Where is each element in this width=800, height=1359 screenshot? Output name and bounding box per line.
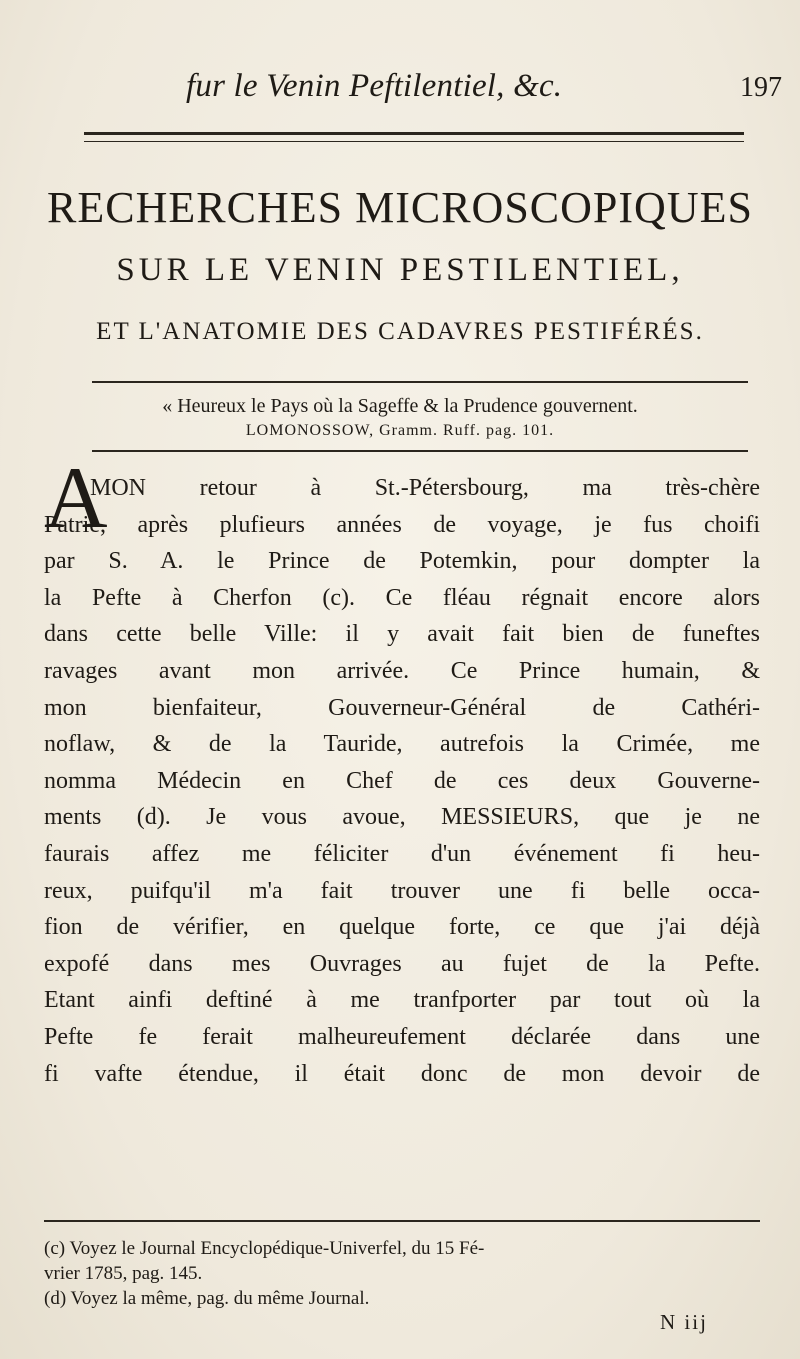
footnote-line: vrier 1785, pag. 145. [44, 1263, 203, 1284]
footnote-line: (c) Voyez le Journal Encyclopédique-Univerfel, du 15 Fé- [44, 1238, 485, 1259]
epigraph-rule-bottom [92, 450, 748, 452]
body-line: faurais affez me féliciter d'un événement fi heu- [44, 840, 760, 867]
body-line: ravages avant mon arrivée. Ce Prince humain, & [44, 657, 760, 684]
body-line: mon bienfaiteur, Gouverneur-Général de Cathéri- [44, 694, 760, 721]
epigraph-quote: « Heureux le Pays où la Sageffe & la Prudence gouvernent. [162, 395, 638, 417]
body-line: fion de vérifier, en quelque forte, ce que j'ai déjà [44, 914, 760, 941]
body-line: reux, puifqu'il m'a fait trouver une fi belle occa- [44, 877, 760, 904]
body-line: dans cette belle Ville: il y avait fait bien de funeftes [44, 621, 760, 648]
footnote-rule [44, 1220, 760, 1222]
body-line: expofé dans mes Ouvrages au fujet de la Pefte. [44, 950, 760, 977]
body-line: Pefte fe ferait malheureufement déclarée dans une [44, 1023, 760, 1050]
epigraph-attribution: LOMONOSSOW, Gramm. Ruff. pag. 101. [245, 422, 555, 439]
body-line: Patrie, après plufieurs années de voyage, je fus choifi [44, 511, 760, 538]
body-line: fi vafte étendue, il était donc de mon devoir de [44, 1060, 760, 1087]
epigraph-rule-top [92, 381, 748, 383]
body-line: par S. A. le Prince de Potemkin, pour dompter la [44, 548, 760, 575]
chapter-title-line-1: RECHERCHES MICROSCOPIQUES [47, 183, 753, 232]
chapter-title-line-2: SUR LE VENIN PESTILENTIEL, [116, 252, 684, 288]
header-rule [84, 132, 744, 142]
body-line: ments (d). Je vous avoue, MESSIEURS, que je ne [44, 804, 760, 831]
running-header: fur le Venin Peftilentiel, &c. [186, 68, 563, 104]
footnote-line: (d) Voyez la même, pag. du même Journal. [44, 1288, 370, 1309]
chapter-title-line-3: ET L'ANATOMIE DES CADAVRES PESTIFÉRÉS. [96, 318, 704, 345]
body-line: la Pefte à Cherfon (c). Ce fléau régnait encore alors [44, 584, 760, 611]
signature-mark: N iij [660, 1310, 708, 1334]
footnotes [44, 1236, 760, 1311]
body-line: nomma Médecin en Chef de ces deux Gouverne- [44, 767, 760, 794]
body-line: noflaw, & de la Tauride, autrefois la Crimée, me [44, 731, 760, 758]
body-text [44, 470, 760, 1092]
body-line: MON retour à St.-Pétersbourg, ma très-chère [90, 475, 760, 501]
epigraph [0, 393, 800, 443]
drop-cap: A [44, 450, 108, 547]
page-number: 197 [740, 72, 782, 103]
body-line: Etant ainfi deftiné à me tranfporter par tout où la [44, 987, 760, 1014]
